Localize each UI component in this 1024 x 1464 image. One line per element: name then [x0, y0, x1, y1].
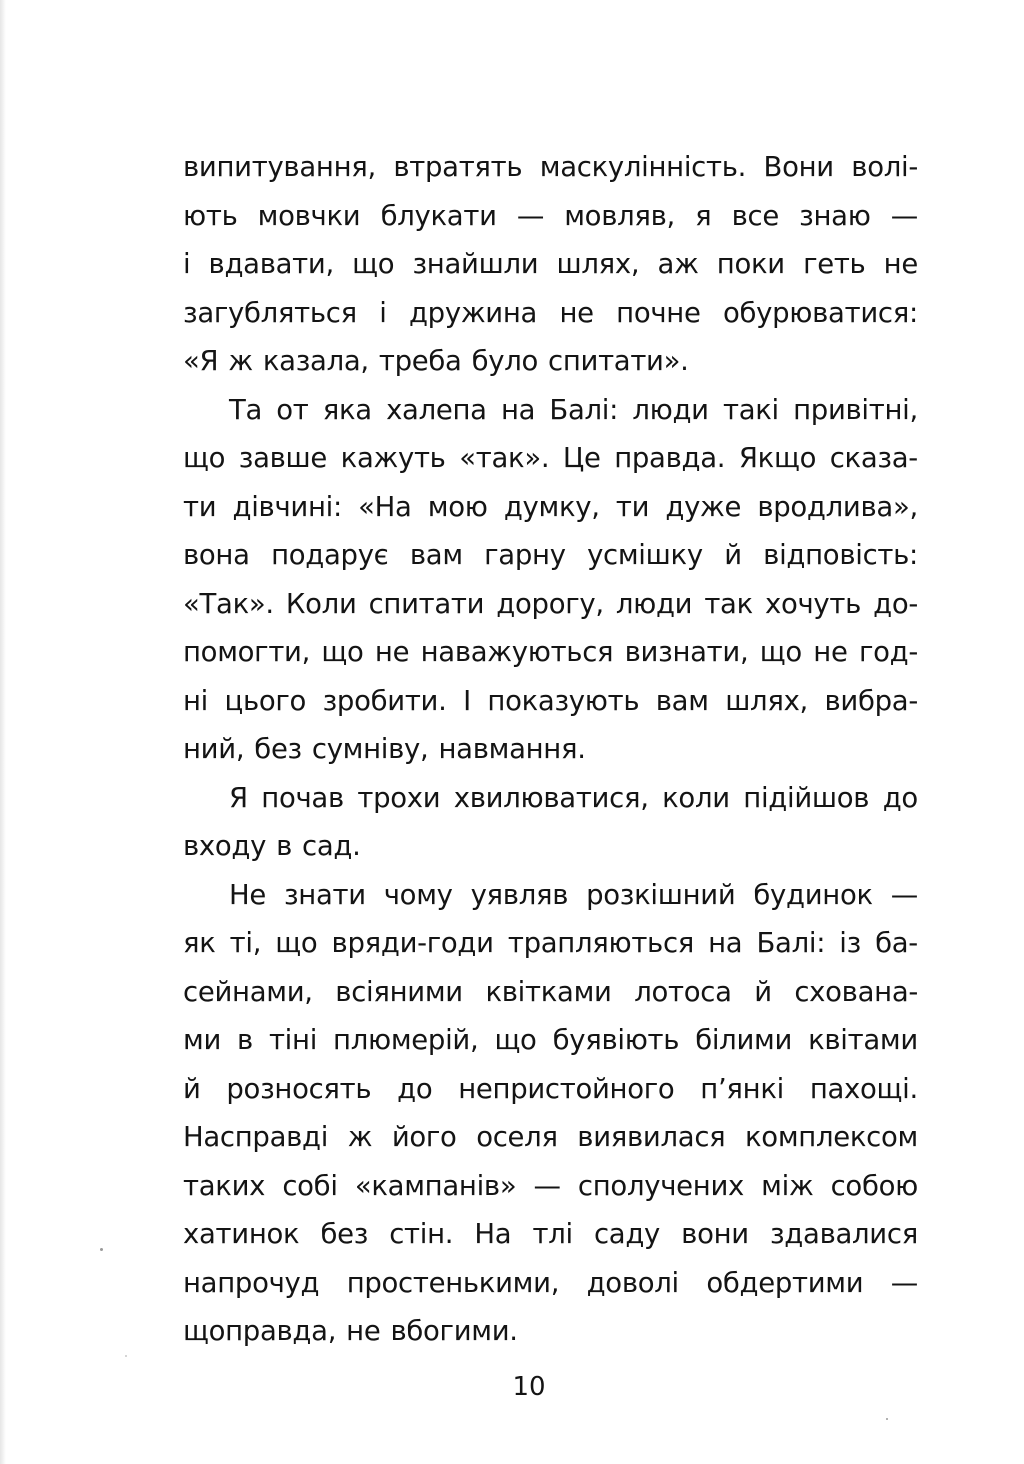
word: непристойного: [458, 1072, 675, 1105]
text-line: [183, 1162, 918, 1211]
word: хвилюватися,: [453, 781, 649, 814]
word: в: [237, 1024, 253, 1056]
text-line: [183, 386, 918, 435]
text-line: [183, 1065, 918, 1114]
word: чому: [383, 878, 453, 911]
text-line: [183, 628, 918, 677]
text-line: [183, 483, 918, 532]
word: до: [882, 781, 918, 814]
word: й: [724, 539, 742, 571]
word: люди: [632, 393, 709, 426]
word: із: [839, 927, 861, 959]
word: напрочуд: [183, 1266, 320, 1299]
word: хочуть: [764, 587, 862, 620]
word: всіяними: [335, 975, 463, 1008]
word: і: [183, 248, 191, 280]
word: ють: [183, 199, 238, 232]
word: тлі: [532, 1218, 573, 1250]
word: і: [379, 296, 387, 329]
word: знайшли: [412, 248, 539, 280]
word: поки: [716, 248, 785, 280]
word: «кампанів»: [354, 1169, 517, 1202]
word: хатинок: [183, 1218, 300, 1250]
word: розкішний: [586, 878, 736, 911]
word: ж: [347, 1121, 373, 1153]
word: на: [500, 393, 536, 426]
word: сполучених: [577, 1169, 744, 1202]
word: доволі: [586, 1266, 679, 1299]
word: от: [276, 393, 309, 426]
scan-speck: [125, 1355, 127, 1357]
word: навмання.: [438, 733, 586, 765]
text-line: [183, 1016, 918, 1065]
word: знати: [283, 878, 366, 911]
word: до: [397, 1072, 433, 1105]
word: не: [813, 636, 848, 668]
word: геть: [803, 248, 866, 280]
text-line: [183, 1210, 918, 1259]
word: такі: [722, 393, 779, 426]
text-line: [183, 143, 918, 192]
word: розносять: [226, 1072, 372, 1105]
word: правда.: [614, 442, 726, 474]
word: було: [471, 345, 538, 377]
word: будинок: [753, 878, 873, 911]
word: спитати: [368, 587, 485, 620]
word: блукати: [380, 199, 497, 232]
word: «так».: [459, 442, 550, 474]
word: знаю: [799, 199, 871, 232]
word: цього: [224, 684, 307, 717]
word: виявилася: [577, 1121, 726, 1153]
word: білими: [695, 1024, 793, 1056]
word: год-: [858, 636, 918, 668]
word: маскулінність.: [539, 151, 747, 183]
text-line: [183, 580, 918, 629]
word: вродлива»,: [757, 490, 918, 523]
word: не: [883, 248, 918, 280]
word: простенькими,: [346, 1266, 560, 1299]
word: І: [463, 684, 471, 717]
word: мовчки: [257, 199, 361, 232]
word: загубляться: [183, 296, 357, 329]
word: сказа-: [829, 442, 918, 474]
word: здавалися: [769, 1218, 918, 1250]
word: як: [183, 927, 216, 959]
word: без: [320, 1218, 369, 1250]
word: саду: [593, 1218, 661, 1250]
word: п’янкі: [700, 1072, 784, 1105]
word: не: [374, 636, 410, 668]
word: випитування,: [183, 151, 376, 183]
word: дівчині:: [232, 490, 342, 523]
page-body-text: [183, 143, 918, 1356]
word: люди: [615, 587, 693, 620]
scan-speck: [100, 1248, 103, 1251]
word: втратять: [393, 151, 523, 183]
word: тіні: [268, 1024, 318, 1056]
word: На: [474, 1218, 512, 1250]
word: дорогу,: [496, 587, 604, 620]
word: Балі:: [756, 927, 826, 959]
word: плюмерій,: [333, 1024, 479, 1056]
word: дружина: [408, 296, 538, 329]
word: оселя: [476, 1121, 558, 1153]
word: Вони: [763, 151, 834, 183]
word: його: [391, 1121, 457, 1153]
word: показують: [487, 684, 640, 717]
word: почне: [616, 296, 701, 329]
word: сад.: [302, 830, 361, 862]
word: дуже: [665, 490, 742, 523]
text-line: [183, 240, 918, 289]
word: трохи: [357, 781, 441, 814]
word: думку,: [503, 490, 600, 523]
word: обдертими: [706, 1266, 864, 1299]
word: уявляв: [470, 878, 569, 911]
word: яка: [322, 393, 372, 426]
word: Насправді: [183, 1121, 329, 1153]
word: шлях,: [725, 684, 808, 717]
word: й: [754, 975, 772, 1008]
word: «На: [358, 490, 412, 523]
word: комплексом: [745, 1121, 918, 1153]
page-number: 10: [512, 1372, 546, 1402]
word: вибра-: [824, 684, 918, 717]
word: собі: [282, 1169, 338, 1202]
word: до-: [873, 587, 918, 620]
text-line: [183, 192, 918, 241]
word: зробити.: [322, 684, 447, 717]
word: волі-: [851, 151, 918, 183]
word: лотоса: [634, 975, 732, 1008]
word: ти: [615, 490, 650, 523]
word: Я: [229, 781, 248, 814]
word: стін.: [389, 1218, 454, 1250]
text-line: [183, 774, 918, 823]
word: пахощі.: [809, 1072, 918, 1105]
word: вряди-годи: [331, 927, 494, 959]
word: вам: [655, 684, 709, 717]
word: —: [890, 199, 918, 232]
word: й: [183, 1072, 201, 1105]
word: Коли: [285, 587, 357, 620]
word: мовляв,: [564, 199, 675, 232]
word: «Так».: [183, 587, 274, 620]
word: не: [559, 296, 594, 329]
word: гарну: [484, 539, 566, 571]
word: на: [708, 927, 743, 959]
scan-page-edge: [0, 0, 6, 1464]
word: усмішку: [587, 539, 703, 571]
word: схована-: [794, 975, 918, 1008]
word: все: [731, 199, 779, 232]
word: Та: [229, 393, 263, 426]
word: що: [275, 927, 318, 959]
text-line: [183, 871, 918, 920]
word: —: [516, 199, 545, 232]
text-line: [183, 337, 918, 386]
word: вам: [409, 539, 463, 571]
word: ні: [183, 684, 209, 717]
word: обурюватися:: [722, 296, 918, 329]
word: відповість:: [763, 539, 918, 571]
word: я: [695, 199, 712, 232]
word: —: [890, 878, 918, 911]
scan-speck: [886, 1418, 888, 1420]
word: ми: [183, 1024, 222, 1056]
word: трапляються: [507, 927, 695, 959]
word: що: [321, 636, 364, 668]
word: привітні,: [793, 393, 918, 426]
word: ний,: [183, 733, 245, 765]
word: таких: [183, 1169, 266, 1202]
word: Якщо: [738, 442, 817, 474]
word: шлях,: [556, 248, 640, 280]
word: спитати».: [548, 345, 689, 377]
word: вони: [681, 1218, 749, 1250]
word: ба-: [875, 927, 918, 959]
word: ті,: [229, 927, 262, 959]
word: ти: [183, 490, 217, 523]
word: без: [254, 733, 302, 765]
word: сейнами,: [183, 975, 313, 1008]
word: підійшов: [743, 781, 870, 814]
word: ж: [228, 345, 253, 377]
word: Не: [229, 878, 266, 911]
word: в: [276, 830, 293, 862]
word: треба: [378, 345, 462, 377]
word: —: [890, 1266, 918, 1299]
word: казала,: [262, 345, 369, 377]
word: коли: [662, 781, 730, 814]
word: помогти,: [183, 636, 311, 668]
text-line: [183, 1113, 918, 1162]
word: сумніву,: [311, 733, 429, 765]
word: визнати,: [624, 636, 749, 668]
word: що: [494, 1024, 537, 1056]
text-line: [183, 677, 918, 726]
text-line: [183, 434, 918, 483]
word: входу: [183, 830, 267, 862]
word: що: [352, 248, 395, 280]
text-line: [183, 531, 918, 580]
word: що: [183, 442, 226, 474]
word: собою: [830, 1169, 918, 1202]
word: Це: [562, 442, 601, 474]
text-line: [183, 1259, 918, 1308]
word: кажуть: [340, 442, 446, 474]
text-line: [183, 968, 918, 1017]
word: буявіють: [552, 1024, 680, 1056]
word: між: [761, 1169, 814, 1202]
word: так: [704, 587, 753, 620]
text-line: [183, 919, 918, 968]
text-line: [183, 725, 918, 774]
word: вбогими.: [390, 1315, 518, 1347]
word: завше: [238, 442, 328, 474]
word: почав: [261, 781, 344, 814]
word: «Я: [183, 345, 219, 377]
text-line: [183, 1307, 918, 1356]
word: Балі:: [549, 393, 619, 426]
text-line: [183, 822, 918, 871]
word: мою: [427, 490, 488, 523]
word: не: [346, 1315, 381, 1347]
word: наважуються: [420, 636, 614, 668]
word: квітками: [485, 975, 612, 1008]
word: —: [533, 1169, 561, 1202]
word: квітами: [808, 1024, 918, 1056]
word: вдавати,: [208, 248, 334, 280]
word: аж: [657, 248, 699, 280]
word: вона: [183, 539, 250, 571]
word: подарує: [271, 539, 389, 571]
word: щоправда,: [183, 1315, 337, 1347]
text-line: [183, 289, 918, 338]
word: халепа: [386, 393, 487, 426]
word: що: [759, 636, 802, 668]
